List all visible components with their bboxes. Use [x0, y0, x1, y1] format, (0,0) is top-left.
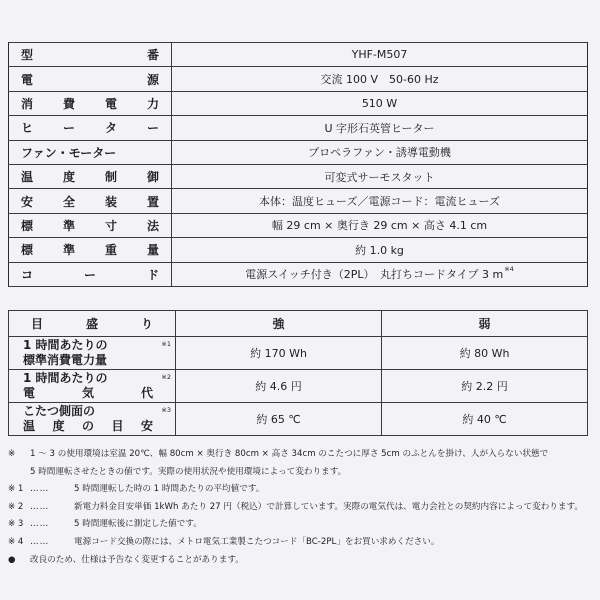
spec-row — [9, 91, 588, 115]
label-char: 源 — [146, 72, 159, 87]
label-char: 安 — [140, 419, 153, 433]
label-char: 御 — [146, 170, 159, 185]
spec-label — [9, 91, 172, 115]
spec-label-text — [21, 119, 159, 136]
label-char: 代 — [140, 386, 153, 400]
label-char: 電 — [21, 72, 34, 87]
spec-row — [9, 116, 588, 140]
spec-value-text: 約 1.0 kg — [355, 243, 404, 257]
footnote-mark: ● — [8, 554, 16, 565]
footnote-mark: ※ — [8, 449, 16, 459]
footnote — [8, 446, 594, 464]
spec-label-text — [21, 46, 159, 63]
label-char: 標 — [21, 243, 34, 258]
label-char: 準 — [62, 243, 75, 258]
usage-label-line1: こたつ側面の — [23, 404, 96, 418]
spec-value-text: プロペラファン・誘導電動機 — [308, 146, 451, 160]
spec-label-text — [21, 168, 159, 185]
label-char: コ — [21, 267, 34, 282]
footnote-mark: ※4 — [504, 265, 514, 274]
spec-label-text — [21, 71, 159, 88]
spec-label — [9, 213, 172, 237]
value-strong: 約 4.6 円 — [176, 370, 382, 403]
label-char: 装 — [104, 194, 117, 209]
footnote-text: 5 時間運転後に測定した値です。 — [74, 519, 202, 530]
spec-row — [9, 189, 588, 213]
usage-label — [9, 337, 176, 370]
spec-value-text: U 字形石英管ヒーター — [324, 121, 435, 135]
spec-label — [9, 67, 172, 91]
usage-label-line1: 1 時間あたりの — [23, 371, 108, 385]
label-char: 寸 — [104, 218, 117, 233]
label-char: 力 — [146, 96, 159, 111]
spec-label — [9, 238, 172, 262]
usage-label-line2 — [17, 419, 167, 434]
spec-label — [9, 43, 172, 67]
footnote — [8, 516, 594, 534]
label-char: の — [81, 419, 94, 433]
footnote-text: 5 時間運転した時の 1 時間あたりの平均値です。 — [74, 484, 265, 495]
label-char: タ — [104, 121, 117, 136]
usage-row — [9, 370, 588, 403]
spec-value-text: 本体：温度ヒューズ／電源コード：電流ヒューズ — [259, 195, 500, 209]
footnote — [8, 552, 594, 570]
spec-value-text: 可変式サーモスタット — [324, 170, 435, 184]
usage-label-line2 — [17, 353, 167, 368]
spec-row — [9, 67, 588, 91]
spec-label — [9, 189, 172, 213]
footnote-text: 改良のため、仕様は予告なく変更することがあります。 — [30, 554, 244, 565]
spec-label-text — [21, 144, 159, 161]
spec-value — [172, 67, 588, 91]
value-strong: 約 170 Wh — [176, 337, 382, 370]
usage-label — [9, 370, 176, 403]
label-char: 法 — [146, 218, 159, 233]
spec-value-text: 幅 29 cm × 奥行き 29 cm × 高さ 4.1 cm — [271, 219, 488, 233]
footnote-mark — [8, 464, 30, 482]
label-char: 型 — [21, 48, 34, 63]
footnote-mark: ※3 — [161, 406, 171, 414]
label-char: ー — [62, 121, 75, 136]
spec-label-text — [21, 266, 159, 283]
spec-value-text: 交流 100 V 50-60 Hz — [320, 73, 439, 87]
label-char: 消 — [21, 96, 34, 111]
usage-label — [9, 403, 176, 436]
usage-label-line1: 1 時間あたりの — [23, 338, 108, 352]
footnote-text: 新電力料金目安単価 1kWh あたり 27 円（税込）で計算しています。実際の電気代は、電力会社との契約内容によって変わります。 — [74, 501, 583, 512]
header-weak: 弱 — [382, 311, 588, 337]
label-char: ー — [146, 121, 159, 136]
label-char: ド — [146, 267, 159, 282]
footnote-leader: …… — [30, 536, 50, 547]
spec-value — [172, 91, 588, 115]
footnote — [8, 534, 594, 552]
footnote-leader: …… — [30, 519, 50, 530]
header-strong: 強 — [176, 311, 382, 337]
footnote-leader: …… — [30, 484, 50, 495]
label-char: 電 — [23, 386, 36, 400]
spec-value-text: 電源スイッチ付き（2PL） 丸打ちコードタイプ 3 m — [245, 268, 504, 282]
value-weak: 約 40 ℃ — [382, 403, 588, 436]
label-char: ー — [83, 267, 96, 282]
usage-header-row — [9, 311, 588, 337]
footnote-text: 1 ～ 3 の使用環境は室温 20℃、幅 80cm × 奥行き 80cm × 高さ 34cm のこたつに厚さ 5cm のふとんを掛け、人が入らない状態で — [30, 449, 549, 459]
spec-value-text: YHF-M507 — [351, 48, 408, 62]
label-char: 準 — [62, 218, 75, 233]
spec-table — [8, 42, 588, 287]
footnote-text: 5 時間運転させたときの値です。実際の使用状況や使用環境によって変わります。 — [30, 466, 347, 477]
label-char: 目 — [31, 317, 44, 331]
footnote — [8, 499, 594, 517]
label-char: 度 — [52, 419, 65, 433]
label-char: 電 — [104, 96, 117, 111]
spec-label — [9, 262, 172, 286]
footnote — [8, 481, 594, 499]
label-char: 量 — [146, 243, 159, 258]
label-char: ヒ — [21, 121, 34, 136]
label-char: 度 — [62, 170, 75, 185]
spec-row — [9, 238, 588, 262]
footnote-mark: ※ 2 — [8, 501, 24, 512]
usage-table — [8, 310, 588, 436]
spec-value — [172, 116, 588, 140]
label-char: 温 — [21, 170, 34, 185]
label-char: 番 — [146, 48, 159, 63]
footnotes — [8, 446, 594, 569]
footnote-mark: ※2 — [161, 373, 171, 381]
label-char: 標 — [21, 218, 34, 233]
value-weak: 約 80 Wh — [382, 337, 588, 370]
spec-row — [9, 262, 588, 286]
label-char: り — [140, 317, 153, 331]
footnote-mark: ※ 4 — [8, 536, 24, 547]
spec-label-text — [21, 241, 159, 258]
usage-row — [9, 337, 588, 370]
usage-label-line2 — [17, 386, 167, 401]
label-char: 温 — [23, 419, 36, 433]
label-char: 置 — [146, 194, 159, 209]
label-char: 目 — [111, 419, 124, 433]
spec-row — [9, 140, 588, 164]
spec-row — [9, 164, 588, 188]
spec-value-text: 510 W — [361, 96, 398, 110]
value-weak: 約 2.2 円 — [382, 370, 588, 403]
usage-header-label — [9, 311, 176, 337]
spec-value — [172, 43, 588, 67]
usage-row — [9, 403, 588, 436]
value-strong: 約 65 ℃ — [176, 403, 382, 436]
spec-value — [172, 164, 588, 188]
spec-label — [9, 164, 172, 188]
label-char: 気 — [81, 386, 94, 400]
label-char: 標準消費電力量 — [23, 353, 108, 367]
spec-value — [172, 213, 588, 237]
label-char: 盛 — [85, 317, 98, 331]
footnote-mark: ※ 1 — [8, 484, 24, 495]
spec-label-text — [21, 193, 159, 210]
spec-row — [9, 213, 588, 237]
label-char: 制 — [104, 170, 117, 185]
label-char: 重 — [104, 243, 117, 258]
label-char: 全 — [62, 194, 75, 209]
footnote — [8, 464, 594, 482]
footnote-leader: …… — [30, 501, 50, 512]
spec-value — [172, 189, 588, 213]
footnote-text: 電源コード交換の際には、メトロ電気工業製こたつコード「BC-2PL」をお買い求めください。 — [74, 536, 440, 547]
spec-value — [172, 238, 588, 262]
label-char: 安 — [21, 194, 34, 209]
spec-label-text — [21, 95, 159, 112]
spec-value — [172, 140, 588, 164]
spec-label — [9, 116, 172, 140]
spec-value — [172, 262, 588, 286]
label-char: 費 — [62, 96, 75, 111]
spec-label — [9, 140, 172, 164]
footnote-mark: ※ 3 — [8, 519, 24, 530]
spec-row — [9, 43, 588, 67]
label-char: ファン・モーター — [21, 145, 117, 160]
spec-label-text — [21, 217, 159, 234]
footnote-mark: ※1 — [161, 340, 171, 348]
